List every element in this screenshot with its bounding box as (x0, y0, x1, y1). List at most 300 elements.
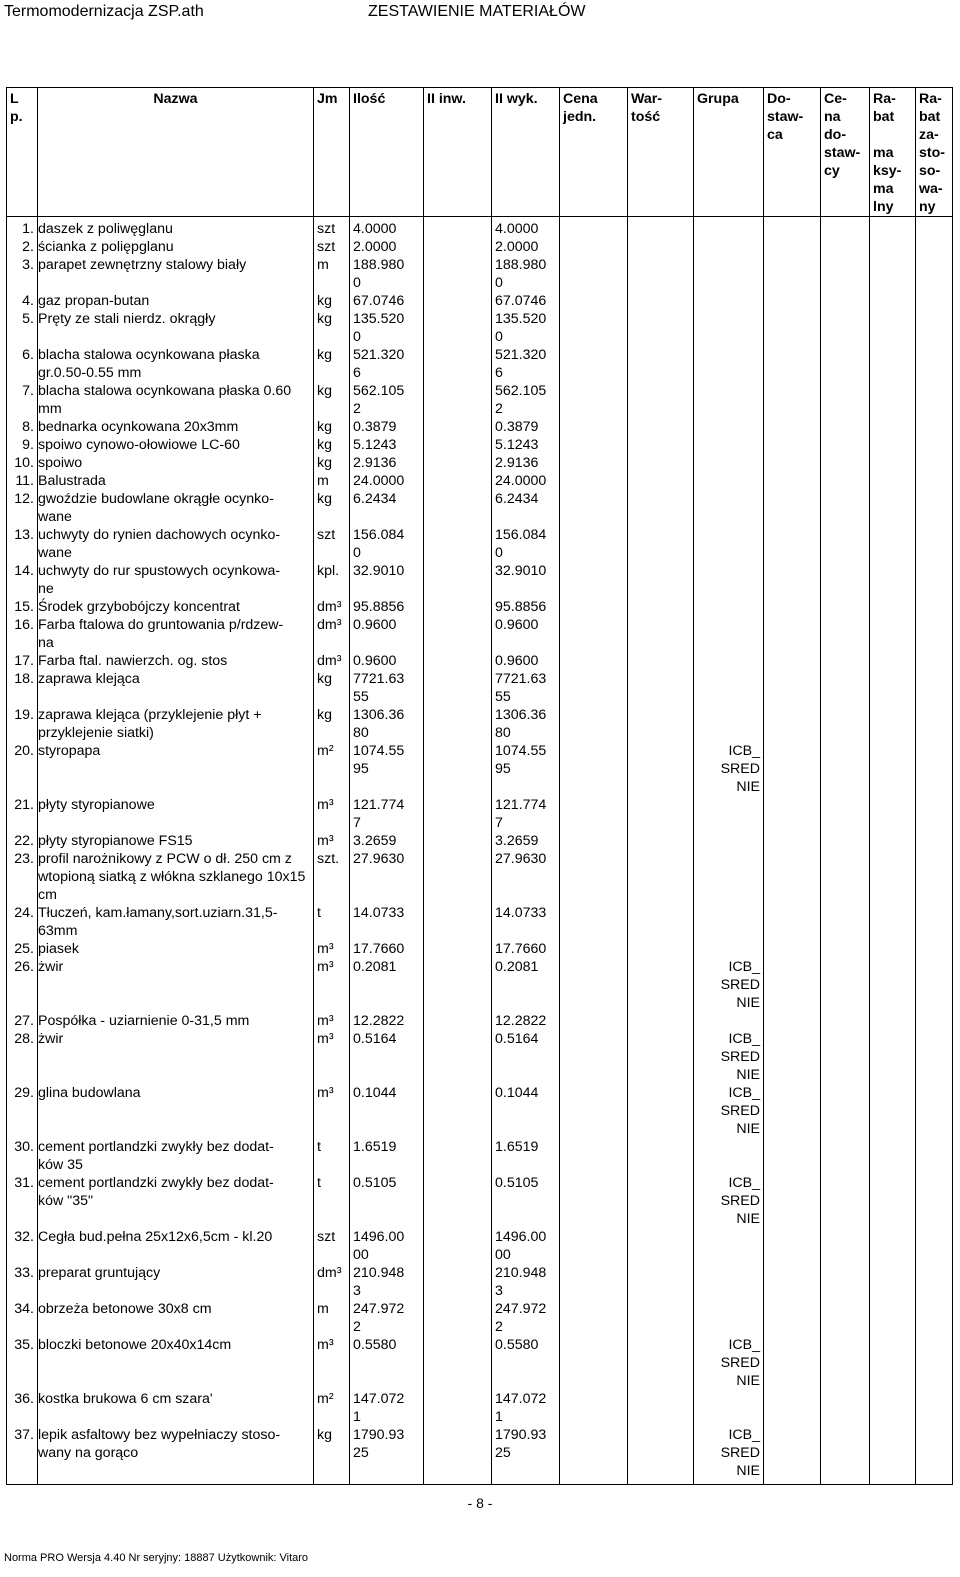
cell-nazwa: Środek grzybobójczy koncentrat (38, 598, 314, 616)
cell-lp: 30. (7, 1138, 38, 1174)
cell-inw (424, 346, 492, 382)
cell-inw (424, 1084, 492, 1138)
cell-wyk: 156.084 0 (492, 526, 560, 562)
cell-ilosc: 156.084 0 (350, 526, 424, 562)
cell-empty (560, 454, 628, 472)
cell-nazwa: płyty styropianowe (38, 796, 314, 832)
table-row (7, 490, 953, 526)
column-header: Ra- bat ma ksy- ma lny (870, 88, 916, 217)
cell-nazwa: żwir (38, 1030, 314, 1084)
cell-empty (628, 454, 694, 472)
cell-empty (560, 292, 628, 310)
cell-nazwa: obrzeża betonowe 30x8 cm (38, 1300, 314, 1336)
cell-empty (628, 850, 694, 904)
cell-wyk: 210.948 3 (492, 1264, 560, 1300)
cell-empty (764, 958, 821, 1012)
cell-empty (916, 562, 953, 598)
cell-grupa (694, 562, 764, 598)
cell-empty (764, 472, 821, 490)
cell-empty (628, 256, 694, 292)
table-row (7, 418, 953, 436)
cell-wyk: 4.0000 (492, 217, 560, 239)
cell-grupa (694, 292, 764, 310)
cell-empty (870, 1426, 916, 1485)
cell-empty (821, 346, 870, 382)
cell-nazwa: zaprawa klejąca (przyklejenie płyt + przyklejenie siatki) (38, 706, 314, 742)
cell-empty (628, 1228, 694, 1264)
cell-empty (821, 256, 870, 292)
column-header: Jm (314, 88, 350, 217)
cell-wyk: 247.972 2 (492, 1300, 560, 1336)
cell-empty (764, 1030, 821, 1084)
cell-empty (560, 436, 628, 454)
cell-empty (821, 526, 870, 562)
cell-empty (560, 940, 628, 958)
cell-lp: 13. (7, 526, 38, 562)
cell-empty (560, 670, 628, 706)
cell-empty (560, 1012, 628, 1030)
column-header: Do- staw- ca (764, 88, 821, 217)
cell-empty (764, 670, 821, 706)
cell-jm: kg (314, 346, 350, 382)
cell-lp: 11. (7, 472, 38, 490)
cell-empty (764, 418, 821, 436)
cell-inw (424, 1228, 492, 1264)
cell-wyk: 32.9010 (492, 562, 560, 598)
cell-empty (560, 490, 628, 526)
cell-jm: kg (314, 706, 350, 742)
cell-nazwa: daszek z poliwęglanu (38, 217, 314, 239)
cell-empty (628, 217, 694, 239)
cell-empty (628, 706, 694, 742)
cell-wyk: 135.520 0 (492, 310, 560, 346)
cell-empty (870, 1138, 916, 1174)
cell-grupa: ICB_ SRED NIE (694, 742, 764, 796)
cell-empty (870, 1012, 916, 1030)
cell-empty (821, 652, 870, 670)
cell-grupa (694, 850, 764, 904)
cell-empty (628, 598, 694, 616)
cell-ilosc: 0.9600 (350, 652, 424, 670)
cell-nazwa: spoiwo cynowo-ołowiowe LC-60 (38, 436, 314, 454)
cell-ilosc: 135.520 0 (350, 310, 424, 346)
cell-lp: 15. (7, 598, 38, 616)
table-row (7, 217, 953, 239)
cell-empty (628, 742, 694, 796)
cell-jm: kg (314, 436, 350, 454)
cell-grupa (694, 238, 764, 256)
cell-lp: 36. (7, 1390, 38, 1426)
cell-inw (424, 472, 492, 490)
cell-lp: 10. (7, 454, 38, 472)
cell-empty (821, 706, 870, 742)
cell-empty (821, 1336, 870, 1390)
cell-empty (916, 652, 953, 670)
cell-empty (560, 217, 628, 239)
cell-inw (424, 418, 492, 436)
cell-empty (870, 1228, 916, 1264)
cell-inw (424, 904, 492, 940)
cell-empty (764, 904, 821, 940)
cell-empty (821, 562, 870, 598)
cell-empty (870, 454, 916, 472)
cell-empty (821, 1084, 870, 1138)
cell-empty (628, 940, 694, 958)
cell-jm: m³ (314, 1084, 350, 1138)
cell-lp: 23. (7, 850, 38, 904)
cell-empty (916, 436, 953, 454)
cell-nazwa: Pospółka - uziarnienie 0-31,5 mm (38, 1012, 314, 1030)
cell-nazwa: Farba ftalowa do gruntowania p/rdzew- na (38, 616, 314, 652)
cell-wyk: 188.980 0 (492, 256, 560, 292)
cell-grupa (694, 1264, 764, 1300)
cell-empty (764, 1426, 821, 1485)
cell-empty (764, 526, 821, 562)
cell-wyk: 17.7660 (492, 940, 560, 958)
cell-empty (870, 1084, 916, 1138)
cell-wyk: 0.5164 (492, 1030, 560, 1084)
cell-empty (916, 1012, 953, 1030)
cell-grupa: ICB_ SRED NIE (694, 1174, 764, 1228)
cell-empty (870, 217, 916, 239)
cell-empty (560, 1300, 628, 1336)
cell-empty (560, 562, 628, 598)
table-row (7, 832, 953, 850)
cell-lp: 28. (7, 1030, 38, 1084)
cell-inw (424, 832, 492, 850)
cell-lp: 24. (7, 904, 38, 940)
cell-inw (424, 1426, 492, 1485)
cell-nazwa: blacha stalowa ocynkowana płaska gr.0.50-0.55 mm (38, 346, 314, 382)
cell-nazwa: styropapa (38, 742, 314, 796)
cell-empty (821, 418, 870, 436)
cell-ilosc: 0.5105 (350, 1174, 424, 1228)
cell-ilosc: 5.1243 (350, 436, 424, 454)
cell-wyk: 6.2434 (492, 490, 560, 526)
table-row (7, 706, 953, 742)
cell-empty (916, 490, 953, 526)
cell-nazwa: zaprawa klejąca (38, 670, 314, 706)
cell-inw (424, 1012, 492, 1030)
cell-grupa (694, 217, 764, 239)
cell-empty (870, 1300, 916, 1336)
cell-lp: 22. (7, 832, 38, 850)
table-row (7, 1012, 953, 1030)
cell-lp: 31. (7, 1174, 38, 1228)
cell-empty (764, 217, 821, 239)
cell-empty (821, 742, 870, 796)
cell-empty (764, 1228, 821, 1264)
cell-lp: 34. (7, 1300, 38, 1336)
cell-empty (870, 1390, 916, 1426)
cell-wyk: 1496.00 00 (492, 1228, 560, 1264)
table-row (7, 562, 953, 598)
cell-empty (560, 850, 628, 904)
cell-empty (821, 292, 870, 310)
cell-nazwa: blacha stalowa ocynkowana płaska 0.60 mm (38, 382, 314, 418)
cell-empty (764, 454, 821, 472)
cell-empty (916, 472, 953, 490)
cell-empty (560, 1264, 628, 1300)
cell-empty (821, 1300, 870, 1336)
cell-inw (424, 526, 492, 562)
cell-empty (560, 1030, 628, 1084)
cell-jm: m³ (314, 1030, 350, 1084)
column-header: Grupa (694, 88, 764, 217)
cell-ilosc: 0.1044 (350, 1084, 424, 1138)
cell-empty (916, 1426, 953, 1485)
cell-empty (870, 490, 916, 526)
cell-empty (916, 904, 953, 940)
cell-empty (560, 310, 628, 346)
cell-grupa: ICB_ SRED NIE (694, 1336, 764, 1390)
cell-jm: kg (314, 454, 350, 472)
cell-empty (628, 436, 694, 454)
cell-empty (821, 598, 870, 616)
cell-empty (628, 1030, 694, 1084)
cell-wyk: 0.5105 (492, 1174, 560, 1228)
cell-empty (628, 346, 694, 382)
table-row (7, 1264, 953, 1300)
cell-nazwa: Pręty ze stali nierdz. okrągły (38, 310, 314, 346)
cell-empty (821, 958, 870, 1012)
cell-empty (560, 706, 628, 742)
cell-nazwa: spoiwo (38, 454, 314, 472)
cell-jm: m³ (314, 832, 350, 850)
cell-inw (424, 670, 492, 706)
cell-empty (916, 1228, 953, 1264)
cell-empty (560, 832, 628, 850)
cell-grupa (694, 1228, 764, 1264)
cell-inw (424, 742, 492, 796)
cell-empty (628, 292, 694, 310)
cell-empty (916, 958, 953, 1012)
cell-lp: 19. (7, 706, 38, 742)
cell-empty (916, 1300, 953, 1336)
cell-grupa (694, 310, 764, 346)
cell-empty (764, 238, 821, 256)
cell-ilosc: 0.3879 (350, 418, 424, 436)
cell-nazwa: piasek (38, 940, 314, 958)
cell-lp: 5. (7, 310, 38, 346)
cell-ilosc: 95.8856 (350, 598, 424, 616)
cell-wyk: 1790.93 25 (492, 1426, 560, 1485)
cell-empty (764, 706, 821, 742)
cell-empty (916, 850, 953, 904)
table-row (7, 850, 953, 904)
cell-empty (628, 1264, 694, 1300)
cell-ilosc: 67.0746 (350, 292, 424, 310)
cell-inw (424, 1030, 492, 1084)
cell-empty (916, 1390, 953, 1426)
cell-empty (916, 1030, 953, 1084)
cell-empty (628, 1084, 694, 1138)
table-row (7, 958, 953, 1012)
cell-empty (821, 832, 870, 850)
table-row (7, 292, 953, 310)
cell-lp: 21. (7, 796, 38, 832)
cell-wyk: 0.9600 (492, 652, 560, 670)
cell-inw (424, 940, 492, 958)
cell-inw (424, 706, 492, 742)
cell-grupa: ICB_ SRED NIE (694, 1084, 764, 1138)
cell-ilosc: 1306.36 80 (350, 706, 424, 742)
cell-jm: t (314, 1138, 350, 1174)
cell-ilosc: 14.0733 (350, 904, 424, 940)
cell-empty (821, 217, 870, 239)
cell-lp: 17. (7, 652, 38, 670)
column-header: Ra- bat za- sto- so- wa- ny (916, 88, 953, 217)
cell-grupa (694, 598, 764, 616)
cell-lp: 1. (7, 217, 38, 239)
page-number: - 8 - (467, 1495, 493, 1511)
cell-empty (628, 238, 694, 256)
cell-inw (424, 1174, 492, 1228)
cell-empty (916, 310, 953, 346)
cell-lp: 32. (7, 1228, 38, 1264)
cell-empty (821, 382, 870, 418)
table-row (7, 1426, 953, 1485)
column-header: II inw. (424, 88, 492, 217)
cell-empty (916, 706, 953, 742)
cell-empty (870, 382, 916, 418)
cell-empty (628, 382, 694, 418)
cell-lp: 2. (7, 238, 38, 256)
cell-lp: 6. (7, 346, 38, 382)
cell-ilosc: 6.2434 (350, 490, 424, 526)
cell-inw (424, 850, 492, 904)
cell-grupa (694, 490, 764, 526)
cell-empty (870, 832, 916, 850)
cell-empty (560, 796, 628, 832)
table-body (7, 217, 953, 1485)
cell-empty (821, 310, 870, 346)
column-header: II wyk. (492, 88, 560, 217)
cell-empty (870, 616, 916, 652)
cell-lp: 25. (7, 940, 38, 958)
column-header: L p. (7, 88, 38, 217)
cell-empty (764, 1138, 821, 1174)
cell-lp: 27. (7, 1012, 38, 1030)
cell-ilosc: 32.9010 (350, 562, 424, 598)
cell-nazwa: Balustrada (38, 472, 314, 490)
cell-grupa (694, 526, 764, 562)
cell-empty (628, 1300, 694, 1336)
cell-lp: 20. (7, 742, 38, 796)
cell-inw (424, 616, 492, 652)
cell-empty (916, 796, 953, 832)
cell-grupa (694, 940, 764, 958)
cell-ilosc: 0.5164 (350, 1030, 424, 1084)
cell-empty (870, 742, 916, 796)
cell-nazwa: cement portlandzki zwykły bez dodat- ków 35 (38, 1138, 314, 1174)
cell-wyk: 27.9630 (492, 850, 560, 904)
cell-ilosc: 147.072 1 (350, 1390, 424, 1426)
cell-ilosc: 210.948 3 (350, 1264, 424, 1300)
cell-empty (764, 940, 821, 958)
cell-empty (870, 1174, 916, 1228)
cell-empty (821, 904, 870, 940)
cell-grupa (694, 670, 764, 706)
cell-grupa: ICB_ SRED NIE (694, 1426, 764, 1485)
table-row (7, 742, 953, 796)
cell-jm: m (314, 256, 350, 292)
cell-empty (916, 742, 953, 796)
cell-inw (424, 652, 492, 670)
cell-jm: kpl. (314, 562, 350, 598)
cell-empty (764, 1336, 821, 1390)
cell-nazwa: Cegła bud.pełna 25x12x6,5cm - kl.20 (38, 1228, 314, 1264)
table-row (7, 472, 953, 490)
table-row (7, 454, 953, 472)
cell-empty (560, 1336, 628, 1390)
cell-ilosc: 17.7660 (350, 940, 424, 958)
cell-empty (821, 940, 870, 958)
software-footer: Norma PRO Wersja 4.40 Nr seryjny: 18887 Użytkownik: Vitaro (4, 1552, 309, 1564)
cell-empty (870, 796, 916, 832)
cell-wyk: 95.8856 (492, 598, 560, 616)
cell-inw (424, 292, 492, 310)
table-row (7, 904, 953, 940)
cell-empty (764, 436, 821, 454)
cell-empty (628, 562, 694, 598)
table-row (7, 1336, 953, 1390)
cell-empty (628, 490, 694, 526)
cell-ilosc: 2.0000 (350, 238, 424, 256)
table-row (7, 796, 953, 832)
cell-nazwa: preparat gruntujący (38, 1264, 314, 1300)
table-row (7, 1390, 953, 1426)
cell-empty (870, 670, 916, 706)
cell-empty (916, 526, 953, 562)
cell-empty (560, 346, 628, 382)
cell-jm: kg (314, 418, 350, 436)
cell-ilosc: 188.980 0 (350, 256, 424, 292)
cell-empty (821, 1228, 870, 1264)
cell-grupa: ICB_ SRED NIE (694, 958, 764, 1012)
cell-empty (821, 1426, 870, 1485)
cell-ilosc: 4.0000 (350, 217, 424, 239)
cell-empty (628, 1336, 694, 1390)
cell-empty (628, 796, 694, 832)
cell-empty (628, 472, 694, 490)
cell-empty (870, 940, 916, 958)
cell-jm: kg (314, 490, 350, 526)
cell-jm: dm³ (314, 652, 350, 670)
cell-jm: t (314, 904, 350, 940)
cell-empty (628, 526, 694, 562)
cell-wyk: 521.320 6 (492, 346, 560, 382)
cell-empty (821, 436, 870, 454)
cell-empty (560, 382, 628, 418)
cell-lp: 37. (7, 1426, 38, 1485)
cell-empty (764, 1012, 821, 1030)
cell-nazwa: płyty styropianowe FS15 (38, 832, 314, 850)
cell-empty (870, 436, 916, 454)
cell-inw (424, 1336, 492, 1390)
cell-empty (764, 652, 821, 670)
cell-empty (628, 616, 694, 652)
cell-inw (424, 796, 492, 832)
cell-empty (628, 670, 694, 706)
cell-jm: m (314, 1300, 350, 1336)
cell-nazwa: uchwyty do rur spustowych ocynkowa- ne (38, 562, 314, 598)
cell-inw (424, 382, 492, 418)
cell-lp: 12. (7, 490, 38, 526)
cell-empty (870, 598, 916, 616)
cell-grupa (694, 454, 764, 472)
cell-empty (628, 904, 694, 940)
